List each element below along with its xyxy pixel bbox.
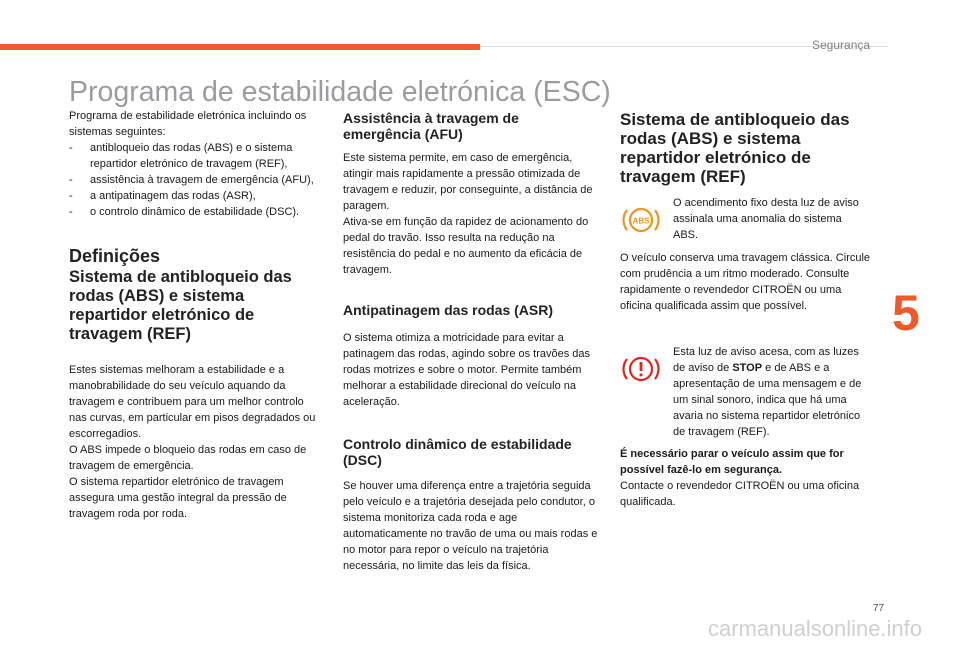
- column-left: [69, 108, 324, 522]
- chapter-number: 5: [892, 285, 920, 341]
- dsc-text: Se houver uma diferença entre a trajetória seguida pelo veículo e a trajetória desejada pelo condutor, o sistema monitoriza cada roda e age automaticamente no travão de uma ou mais rodas e no motor para repor o veículo na trajetória necessária, no limite das leis da física.: [343, 480, 598, 572]
- column-right: [620, 108, 870, 186]
- abs-paragraph: O veículo conserva uma travagem clássica. Circule com prudência a um ritmo moderado. Consulte rapidamente o revendedor CITROËN ou uma oficina qualificada assim que possível.: [620, 252, 871, 312]
- intro-text: Programa de estabilidade eletrónica incluindo os sistemas seguintes:: [69, 110, 307, 138]
- list-item: - o controlo dinâmico de estabilidade (DSC).: [69, 204, 324, 220]
- abs-text: O ABS impede o bloqueio das rodas em caso de travagem de emergência.: [69, 444, 307, 472]
- abs-icon-label: ABS: [632, 216, 650, 226]
- afu-heading: Assistência à travagem de emergência (AFU): [343, 110, 519, 142]
- brake-warning-icon: [622, 352, 660, 391]
- abs-warning-icon: [622, 204, 660, 241]
- asr-heading: Antipatinagem das rodas (ASR): [343, 302, 554, 318]
- page-title: Programa de estabilidade eletrónica (ESC): [69, 76, 611, 108]
- abs-warning-text: O acendimento fixo desta luz de aviso assinala uma anomalia do sistema ABS.: [673, 197, 859, 241]
- contact-text: Contacte o revendedor CITROËN ou uma oficina qualificada.: [620, 480, 860, 508]
- list-item: - a antipatinagem das rodas (ASR),: [69, 188, 324, 204]
- page-number: 77: [873, 603, 885, 614]
- abs-ref-heading: Sistema de antibloqueio das rodas (ABS) e sistema repartidor eletrónico de travagem (REF): [620, 110, 850, 186]
- column-middle: [343, 108, 598, 574]
- asr-text: O sistema otimiza a motricidade para evitar a patinagem das rodas, agindo sobre os travões das rodas motrizes e sobre o motor. Permite também melhorar a estabilidade direcional do veículo na aceleração.: [343, 332, 591, 408]
- list-item: - assistência à travagem de emergência (AFU),: [69, 172, 324, 188]
- afu-text: Este sistema permite, em caso de emergência, atingir mais rapidamente a pressão otimizada de travagem e reduzir, por conseguinte, a distância de paragem.: [343, 152, 593, 212]
- definitions-heading: Definições: [69, 246, 161, 266]
- afu-text: Ativa-se em função da rapidez de acionamento do pedal do travão. Isso resulta na redução na resistência do pedal e no aumento da eficácia de travagem.: [343, 216, 589, 276]
- section-label: Segurança: [812, 38, 871, 52]
- abs-heading: Sistema de antibloqueio das rodas (ABS) e sistema repartidor eletrónico de travagem (REF): [69, 268, 292, 343]
- abs-text: Estes sistemas melhoram a estabilidade e a manobrabilidade do seu veículo aquando da travagem e contribuem para um melhor controlo nas curvas, em particular em pisos degradados ou escorregadios.: [69, 364, 316, 440]
- header-accent-bar: [0, 44, 480, 50]
- ref-text: O sistema repartidor eletrónico de travagem assegura uma gestão integral da pressão de travagem roda por roda.: [69, 476, 287, 520]
- list-item: - antibloqueio das rodas (ABS) e o sistema repartidor eletrónico de travagem (REF),: [69, 140, 324, 172]
- stop-instruction: [620, 446, 870, 510]
- brake-warning-text: Esta luz de aviso acesa, com as luzes de aviso de STOP e de ABS e a apresentação de uma mensagem e de um sinal sonoro, indica que há uma avaria no sistema repartidor eletrónico de travagem (REF).: [673, 346, 862, 438]
- stop-label: STOP: [732, 362, 763, 374]
- dsc-heading: Controlo dinâmico de estabilidade (DSC): [343, 436, 572, 468]
- watermark: carmanualsonline.info: [708, 616, 923, 641]
- stop-warning: É necessário parar o veículo assim que for possível fazê-lo em segurança.: [620, 448, 844, 476]
- system-list: [69, 140, 324, 220]
